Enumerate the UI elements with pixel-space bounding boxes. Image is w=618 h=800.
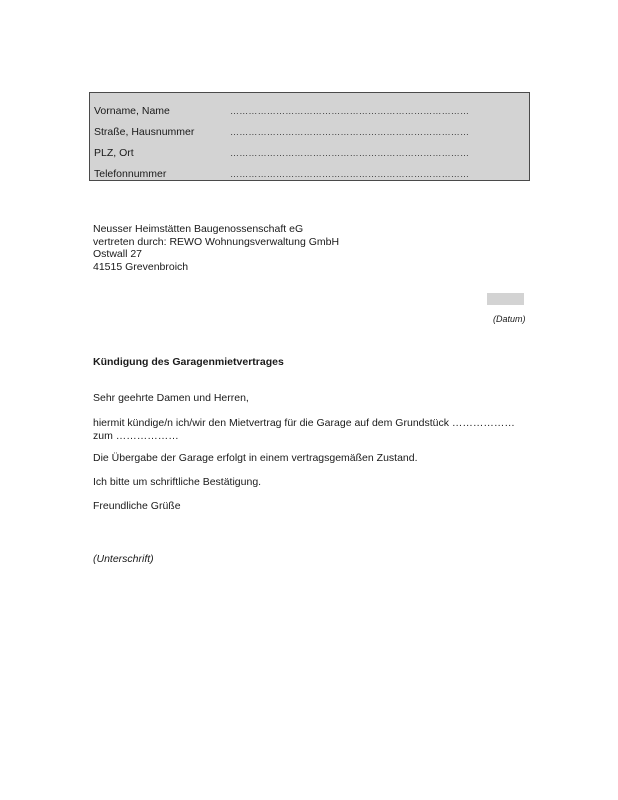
letter-body-confirmation: Ich bitte um schriftliche Bestätigung. bbox=[93, 476, 262, 488]
date-label: (Datum) bbox=[493, 314, 526, 324]
termination-line-2: zum ……………… bbox=[93, 429, 179, 442]
recipient-address bbox=[93, 223, 339, 273]
letter-subject: Kündigung des Garagenmietvertrages bbox=[93, 356, 284, 368]
recipient-line-1: Neusser Heimstätten Baugenossenschaft eG bbox=[93, 223, 304, 235]
letter-body-termination bbox=[93, 417, 515, 442]
sender-street-row bbox=[94, 125, 524, 139]
recipient-line-2: vertreten durch: REWO Wohnungsverwaltung GmbH bbox=[93, 235, 340, 248]
sender-city-field[interactable]: …………………………………………………………………… bbox=[230, 148, 470, 158]
sender-city-label: PLZ, Ort bbox=[94, 147, 134, 159]
sender-phone-field[interactable]: …………………………………………………………………… bbox=[230, 169, 470, 179]
signature-label: (Unterschrift) bbox=[93, 553, 154, 565]
recipient-line-4: 41515 Grevenbroich bbox=[93, 260, 189, 273]
date-input-field[interactable] bbox=[487, 293, 524, 305]
letter-greeting: Sehr geehrte Damen und Herren, bbox=[93, 392, 249, 404]
sender-street-field[interactable]: …………………………………………………………………… bbox=[230, 127, 470, 137]
letter-body-handover: Die Übergabe der Garage erfolgt in einem vertragsgemäßen Zustand. bbox=[93, 452, 418, 464]
sender-name-row bbox=[94, 104, 524, 118]
sender-phone-label: Telefonnummer bbox=[94, 168, 167, 180]
termination-line-1: hiermit kündige/n ich/wir den Mietvertrag für die Garage auf dem Grundstück ……………… bbox=[93, 417, 515, 429]
recipient-line-3: Ostwall 27 bbox=[93, 248, 143, 260]
sender-city-row bbox=[94, 146, 524, 160]
sender-address-box bbox=[89, 92, 530, 181]
letter-closing: Freundliche Grüße bbox=[93, 500, 181, 512]
sender-phone-row bbox=[94, 167, 524, 181]
sender-street-label: Straße, Hausnummer bbox=[94, 126, 195, 138]
sender-name-label: Vorname, Name bbox=[94, 105, 170, 117]
sender-name-field[interactable]: …………………………………………………………………… bbox=[230, 106, 470, 116]
